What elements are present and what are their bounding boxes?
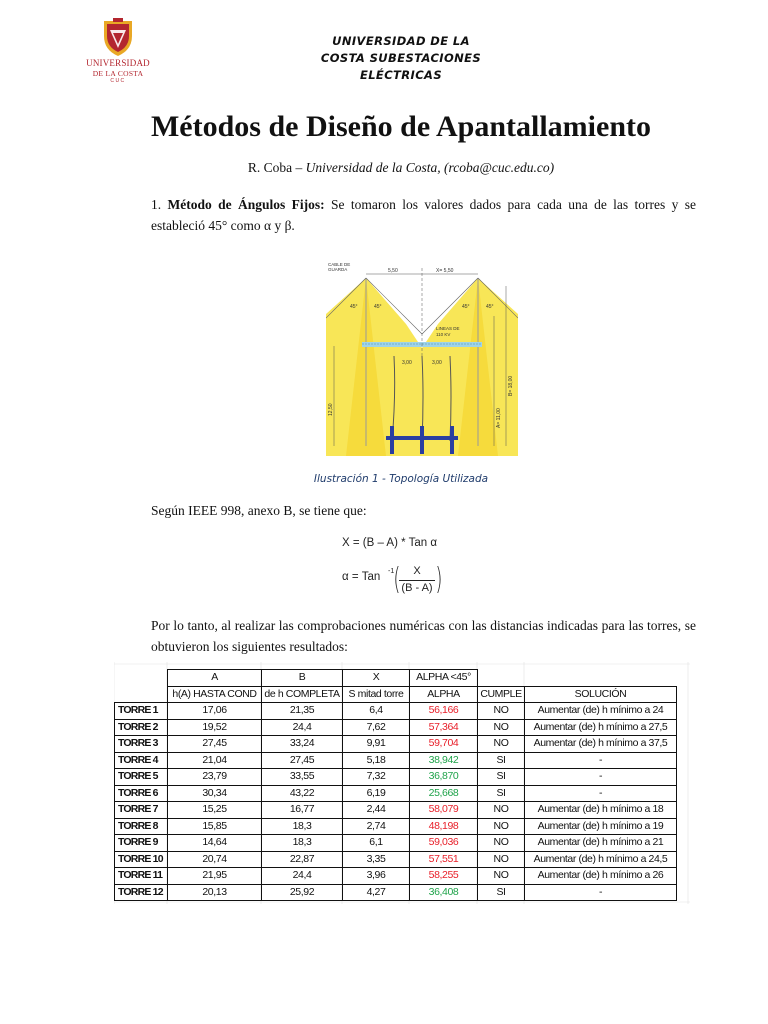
cell-cumple: SI: [478, 752, 525, 769]
header-line3: ELÉCTRICAS: [359, 68, 443, 82]
label-h2: B= 18,00: [508, 375, 514, 396]
formula-numerator: X: [413, 565, 421, 577]
author-name: R. Coba –: [247, 160, 306, 175]
cell-alpha: 56,166: [410, 703, 478, 720]
results-table: [114, 669, 677, 901]
cell-alpha: 58,079: [410, 802, 478, 819]
cell-x: 7,32: [343, 769, 410, 786]
section-1-paragraph: 1. Método de Ángulos Fijos: Se tomaron los valores dados para cada una de las torres y se estableció 45° como α y β.: [151, 197, 697, 233]
formula-fraction: [399, 565, 435, 599]
cell-cumple: NO: [478, 868, 525, 885]
section-text: Se tomaron los valores dados para cada una de las torres y se estableció 45° como α y β.: [151, 197, 697, 233]
table-row: [115, 851, 677, 868]
cell-a: 14,64: [168, 835, 262, 852]
cell-x: 6,4: [343, 703, 410, 720]
cell-a: 30,34: [168, 785, 262, 802]
cell-alpha: 36,870: [410, 769, 478, 786]
table-header-top: [115, 670, 677, 687]
cell-a: 15,25: [168, 802, 262, 819]
table-row: [115, 719, 677, 736]
cell-x: 6,1: [343, 835, 410, 852]
cell-solucion: Aumentar (de) h mínimo a 19: [525, 818, 677, 835]
cell-cumple: NO: [478, 835, 525, 852]
table-row: [115, 802, 677, 819]
subheader-alpha: ALPHA: [410, 686, 478, 703]
formula-denominator: (B - A): [401, 582, 433, 594]
cell-solucion: Aumentar (de) h mínimo a 37,5: [525, 736, 677, 753]
cell-torre: TORRE 10: [115, 851, 168, 868]
cell-solucion: Aumentar (de) h mínimo a 26: [525, 868, 677, 885]
cell-torre: TORRE 8: [115, 818, 168, 835]
label-d1: 3,00: [402, 360, 412, 366]
cell-alpha: 25,668: [410, 785, 478, 802]
cell-x: 4,27: [343, 884, 410, 901]
cell-alpha: 59,036: [410, 835, 478, 852]
cell-a: 15,85: [168, 818, 262, 835]
logo-line3: CUC: [110, 78, 126, 84]
figure-caption: Ilustración 1 - Topología Utilizada: [313, 473, 489, 485]
cell-alpha: 59,704: [410, 736, 478, 753]
header-alpha-limit: ALPHA <45°: [410, 670, 478, 687]
cell-b: 18,3: [262, 835, 343, 852]
header-a: A: [168, 670, 262, 687]
subheader-solucion: SOLUCIÓN: [525, 686, 677, 703]
subheader-b: de h COMPLETA: [262, 686, 343, 703]
cell-alpha: 58,255: [410, 868, 478, 885]
table-header-sub: [115, 686, 677, 703]
table-row: [115, 703, 677, 720]
label-angle3: 45°: [462, 304, 470, 310]
cell-b: 33,24: [262, 736, 343, 753]
cell-a: 21,95: [168, 868, 262, 885]
label-angle1: 45°: [350, 304, 358, 310]
formula-fraction-bar: [399, 580, 435, 581]
cell-torre: TORRE 12: [115, 884, 168, 901]
cell-torre: TORRE 9: [115, 835, 168, 852]
cell-torre: TORRE 11: [115, 868, 168, 885]
table-row: [115, 835, 677, 852]
cell-a: 20,74: [168, 851, 262, 868]
label-d2: 3,00: [432, 360, 442, 366]
cell-cumple: NO: [478, 802, 525, 819]
cell-cumple: SI: [478, 884, 525, 901]
cell-solucion: -: [525, 752, 677, 769]
table-row: [115, 785, 677, 802]
tower-diagram: [326, 256, 518, 456]
cell-cumple: NO: [478, 703, 525, 720]
cell-torre: TORRE 1: [115, 703, 168, 720]
cell-torre: TORRE 5: [115, 769, 168, 786]
header-line1: UNIVERSIDAD DE LA: [332, 34, 470, 48]
cell-b: 18,3: [262, 818, 343, 835]
cell-x: 7,62: [343, 719, 410, 736]
cell-cumple: SI: [478, 785, 525, 802]
label-cable: CABLE DE: [328, 262, 351, 267]
cell-solucion: Aumentar (de) h mínimo a 18: [525, 802, 677, 819]
tower-topology-figure: [326, 256, 518, 456]
label-linea2: 110 KV: [436, 332, 451, 337]
cell-torre: TORRE 4: [115, 752, 168, 769]
formula-line1: X = (B – A) * Tan α: [342, 537, 437, 549]
cell-cumple: SI: [478, 769, 525, 786]
cell-alpha: 38,942: [410, 752, 478, 769]
cell-x: 3,96: [343, 868, 410, 885]
label-dim2: X= 5,50: [436, 268, 454, 274]
shield-icon: [80, 18, 156, 58]
university-logo: [80, 18, 156, 86]
cell-b: 16,77: [262, 802, 343, 819]
table-row: [115, 736, 677, 753]
cell-torre: TORRE 2: [115, 719, 168, 736]
header-b: B: [262, 670, 343, 687]
table-row: [115, 769, 677, 786]
cell-cumple: NO: [478, 736, 525, 753]
section-number: 1: [151, 197, 158, 212]
formula-paren-open: (: [393, 562, 401, 597]
label-h1: 12,50: [328, 403, 334, 416]
subheader-a: h(A) HASTA COND: [168, 686, 262, 703]
cell-a: 17,06: [168, 703, 262, 720]
document-title: Métodos de Diseño de Apantallamiento: [150, 110, 651, 143]
cell-solucion: Aumentar (de) h mínimo a 24,5: [525, 851, 677, 868]
formula-paren-close: ): [435, 562, 443, 597]
cell-x: 5,18: [343, 752, 410, 769]
label-dim1: 5,50: [388, 268, 398, 274]
cell-x: 9,91: [343, 736, 410, 753]
cell-cumple: NO: [478, 719, 525, 736]
cell-torre: TORRE 6: [115, 785, 168, 802]
author-line: [100, 160, 702, 176]
label-h3: A= 11,00: [496, 408, 502, 428]
author-affiliation: Universidad de la Costa, (rcoba@cuc.edu.co): [305, 160, 555, 175]
formula-superscript: -1: [388, 568, 395, 575]
cell-b: 21,35: [262, 703, 343, 720]
cell-solucion: Aumentar (de) h mínimo a 24: [525, 703, 677, 720]
cell-a: 19,52: [168, 719, 262, 736]
header-x: X: [343, 670, 410, 687]
formula-line2: α = Tan: [342, 571, 381, 583]
cell-b: 22,87: [262, 851, 343, 868]
cell-cumple: NO: [478, 818, 525, 835]
cell-torre: TORRE 3: [115, 736, 168, 753]
cell-solucion: Aumentar (de) h mínimo a 21: [525, 835, 677, 852]
cell-a: 20,13: [168, 884, 262, 901]
label-cable2: GUARDA: [328, 267, 348, 272]
cell-b: 33,55: [262, 769, 343, 786]
paragraph-ieee: Según IEEE 998, anexo B, se tiene que:: [151, 503, 367, 518]
cell-a: 27,45: [168, 736, 262, 753]
results-spreadsheet: [114, 662, 690, 904]
cell-a: 23,79: [168, 769, 262, 786]
subheader-x: S mitad torre: [343, 686, 410, 703]
logo-line2: DE LA COSTA: [92, 69, 144, 78]
cell-x: 3,35: [343, 851, 410, 868]
formula-block: [340, 535, 490, 601]
label-angle2: 45°: [374, 304, 382, 310]
table-row: [115, 818, 677, 835]
cell-alpha: 57,551: [410, 851, 478, 868]
cell-x: 6,19: [343, 785, 410, 802]
cell-solucion: -: [525, 884, 677, 901]
cell-solucion: -: [525, 769, 677, 786]
page-header: [284, 33, 518, 84]
cell-a: 21,04: [168, 752, 262, 769]
label-angle4: 45°: [486, 304, 494, 310]
cell-b: 24,4: [262, 719, 343, 736]
cell-solucion: Aumentar (de) h mínimo a 27,5: [525, 719, 677, 736]
label-linea: LINEAS DE: [436, 326, 460, 331]
table-row: [115, 884, 677, 901]
cell-x: 2,44: [343, 802, 410, 819]
cell-b: 25,92: [262, 884, 343, 901]
cell-b: 27,45: [262, 752, 343, 769]
cell-solucion: -: [525, 785, 677, 802]
paragraph-results: Por lo tanto, al realizar las comprobaciones numéricas con las distancias indicadas para las torres, se obtuvieron los siguientes resultados:: [151, 618, 696, 654]
cell-b: 24,4: [262, 868, 343, 885]
cell-alpha: 36,408: [410, 884, 478, 901]
cell-cumple: NO: [478, 851, 525, 868]
table-row: [115, 868, 677, 885]
cell-b: 43,22: [262, 785, 343, 802]
cell-alpha: 48,198: [410, 818, 478, 835]
cell-alpha: 57,364: [410, 719, 478, 736]
section-heading: Método de Ángulos Fijos:: [167, 197, 325, 212]
logo-line1: UNIVERSIDAD: [86, 58, 150, 68]
table-row: [115, 752, 677, 769]
header-line2: COSTA SUBESTACIONES: [320, 51, 482, 65]
cell-torre: TORRE 7: [115, 802, 168, 819]
cell-x: 2,74: [343, 818, 410, 835]
subheader-cumple: CUMPLE: [478, 686, 525, 703]
